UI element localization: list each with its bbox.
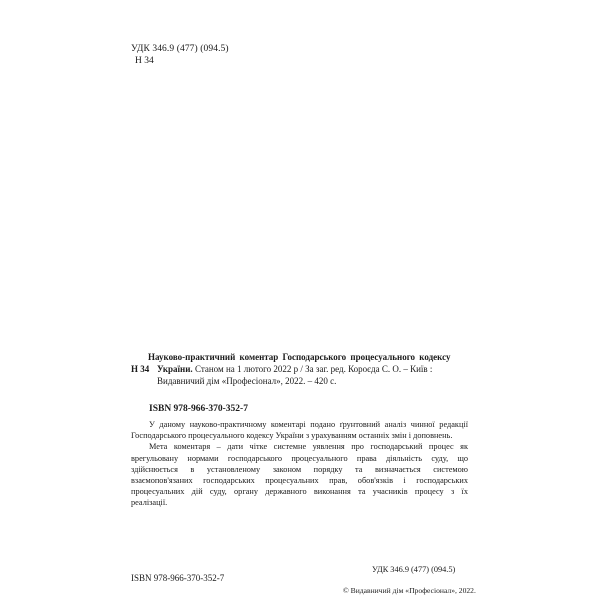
isbn-footer: ISBN 978-966-370-352-7 [131,573,225,583]
isbn-main: ISBN 978-966-370-352-7 [149,404,248,414]
annotation-line: Господарського процесуального кодексу України з урахуванням останніх змін і доповнень. [131,431,453,441]
annotation-line: Мета коментаря – дати чітке системне уявлення про господарський процес як [149,442,468,452]
annotation-line: взаємопов'язаних господарських процесуальних прав, обов'язків і господарських [131,476,468,486]
udc-code-bottom: УДК 346.9 (477) (094.5) [372,565,456,574]
book-title-line-1: Науково-практичний коментар Господарського процесуального кодексу [148,352,451,362]
book-title-end: України. [157,364,193,374]
copyright-notice: © Видавничий дім «Професіонал», 2022. [343,586,476,595]
annotation-text [131,419,468,509]
annotation-line: У даному науково-практичному коментарі подано ґрунтовний аналіз чинної редакції [149,420,468,429]
annotation-line: реалізації. [131,498,168,508]
publisher-info: Видавничий дім «Професіонал», 2022. – 420 с. [157,376,337,386]
bibliographic-description [131,351,479,387]
annotation-line: врегульовану нормами господарського процесуального права діяльність суду, що [131,453,468,463]
author-code-top: Н 34 [135,56,154,66]
annotation-line: здійснюється в установленому законом порядку та визначається системою [131,464,468,474]
edition-info: Станом на 1 лютого 2022 р / За заг. ред. Короєда С. О. – Київ : [192,364,433,374]
annotation-line: процесуальних дій суду, органу державного виконання та учасників процесу з їх [131,487,468,497]
book-title-line-2 [131,363,479,375]
udc-code-top: УДК 346.9 (477) (094.5) [131,44,229,54]
author-code: Н 34 [131,364,150,374]
